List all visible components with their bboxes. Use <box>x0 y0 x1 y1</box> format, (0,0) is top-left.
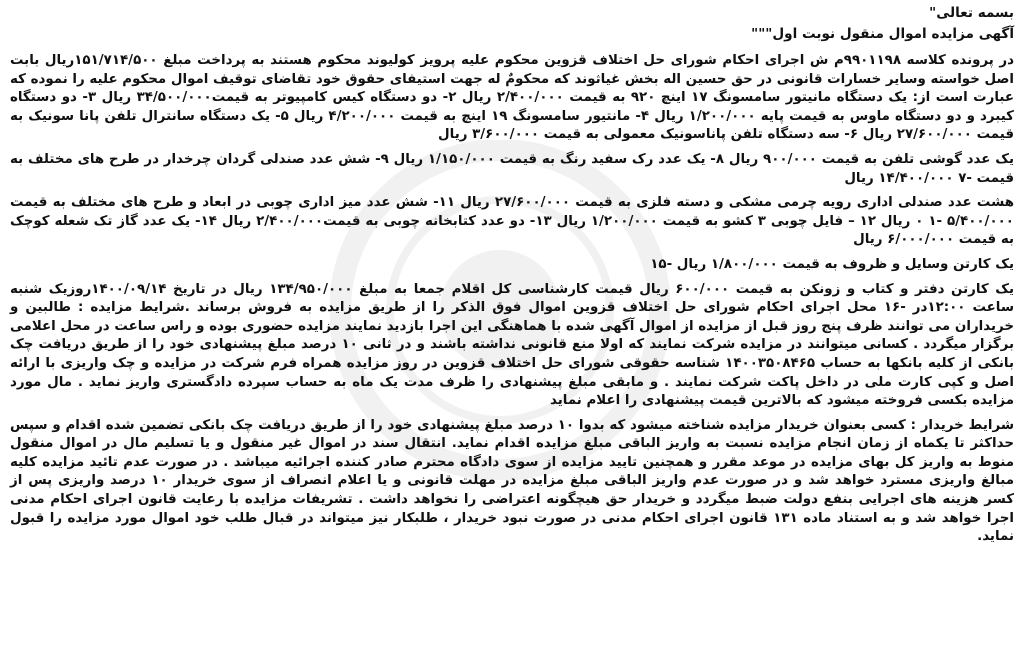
paragraph-items-7-9: یک عدد گوشی تلفن به قیمت ۹۰۰/۰۰۰ ریال ۸- یک عدد رک سفید رنگ به قیمت ۱/۱۵۰/۰۰۰ ریال ۹- شش عدد صندلی گردان چرخدار در طرح های مختلف به قیمت -۷ ۱۴/۴۰۰/۰۰۰ ریال <box>10 151 1014 186</box>
basmala-heading: بسمه تعالی" <box>929 5 1014 21</box>
paragraph-case-details: در پرونده کلاسه ۹۹۰۱۱۹۸م ش اجرای احکام شورای حل اختلاف قزوین محکوم علیه پرویز کولیوند محکوم هستند به پرداخت مبلغ ۱۵۱/۷۱۴/۵۰۰ریال بابت اصل خواسته وسایر خسارات قانونی در حق حسین اله بخش غیاثوند که محکومٌ له جهت استیفای حقوق خود تقاضای توقیف اموال محکوم علیه را نموده که عبارت است از: یک دستگاه مانیتور سامسونگ ۱۷ اینچ ۹۲۰ به قیمت ۲/۴۰۰/۰۰۰ ریال ۲- دو دستگاه کیس کامپیوتر به قیمت۳۴/۵۰۰/۰۰۰ ریال ۳- دو دستگاه کیبرد و دو دستگاه ماوس به قیمت پایه ۱/۲۰۰/۰۰۰ ریال ۴- مانتیور سامسونگ ۱۹ اینچ به قیمت ۴/۲۰۰/۰۰۰ ریال ۵- یک دستگاه سانترال تلفن پانا سونیک به قیمت ۲۷/۶۰۰/۰۰۰ ریال ۶- سه دستگاه تلفن پاناسونیک معمولی به قیمت ۳/۶۰۰/۰۰۰ ریال <box>10 53 1014 143</box>
paragraph-auction-conditions: یک کارتن دفتر و کتاب و زونکن به قیمت ۶۰۰/۰۰۰ ریال قیمت کارشناسی کل اقلام جمعا به مبلغ ۱۳۴/۹۵۰/۰۰۰ ریال در تاریخ ۱۴۰۰/۰۹/۱۴روزیک شنبه ساعت ۱۲:۰۰در -۱۶ محل اجرای احکام شورای حل اختلاف قزوین اموال فوق الذکر را از طریق مزایده به فروش برساند .شرایط مزایده : طالبین و خریداران می توانند ظرف پنج روز قبل از مزایده از اموال آگهی شده با هماهنگی این اجرا بازدید نمایند مزایده حضوری بوده و راس ساعت در محل اعلامی برگزار میگردد . کسانی میتوانند در مزایده شرکت نمایند که اولا منع قانونی نداشته باشند و در ثانی ۱۰ درصد مبلغ پیشنهادی خود را از طریق دریافت چک بانکی از کلیه بانکها به حساب ۱۴۰۰۳۵۰۸۴۶۵ شناسه حقوقی شورای حل اختلاف قزوین در روز مزایده همراه فرم شرکت در مزایده و چک واریزی با ارائه اصل و کپی کارت ملی در داخل پاکت شرکت نمایند . و مابقی مبلغ پیشنهادی را ظرف مدت یک ماه به حساب سپرده دادگستری واریز نماید . مال مورد مزایده بکسی فروخته میشود که بالاترین قیمت پیشنهادی را اعلام نماید <box>10 281 1014 409</box>
paragraph-items-10-14: هشت عدد صندلی اداری رویه چرمی مشکی و دسته فلزی به قیمت ۲۷/۶۰۰/۰۰۰ ریال ۱۱- شش عدد میز اداری چوبی در ابعاد و طرح های مختلف به قیمت ۵/۴۰۰/۰۰۰ -۱ ۰ ریال ۱۲ – فایل چوبی ۳ کشو به قیمت ۱/۲۰۰/۰۰۰ ریال ۱۳- دو عدد کتابخانه چوبی به قیمت۲/۴۰۰/۰۰۰ ریال ۱۴- یک عدد گاز تک شعله کوچک به قیمت ۶/۰۰۰/۰۰۰ ریال <box>10 195 1014 248</box>
notice-title: آگهی مزایده اموال منقول نوبت اول""" <box>751 26 1014 42</box>
auction-notice-document <box>10 4 1014 553</box>
paragraph-item-15: یک کارتن وسایل و ظروف به قیمت ۱/۸۰۰/۰۰۰ ریال -۱۵ <box>650 256 1014 272</box>
paragraph-buyer-conditions: شرایط خریدار : کسی بعنوان خریدار مزایده شناخته میشود که بدوا ۱۰ درصد مبلغ پیشنهادی خود را از طریق دریافت چک بانکی تضمین شده اقدام و سپس حداکثر تا یکماه از زمان انجام مزایده نسبت به واریز الباقی مبلغ مزایده اقدام نماید. انتقال سند در اموال غیر منقول و یا تسلیم مال در اموال منقول منوط به واریز کل بهای مزایده در موعد مقرر و همچنین تایید مزایده از سوی دادگاه محترم صادر کننده اجرائیه میباشد . در صورت عدم تائید مزایده کلیه مبالغ واریزی مسترد خواهد شد و در صورت عدم واریز الباقی مبلغ مزایده در مهلت قانونی و یا اعلام انصراف از سوی خریدار ۱۰ درصد واریزی پس از کسر هزینه های اجرایی بنفع دولت ضبط میگردد و خریدار حق هیچگونه اعتراضی را نخواهد داشت . تشریفات مزایده با رعایت قانون اجرای احکام مدنی اجرا خواهد شد و به استناد ماده ۱۳۱ قانون اجرای احکام مدنی در صورت نبود خریدار ، طلبکار نیز میتواند در قبال طلب خود اموال مورد مزایده را قبول نماید. <box>10 417 1014 545</box>
